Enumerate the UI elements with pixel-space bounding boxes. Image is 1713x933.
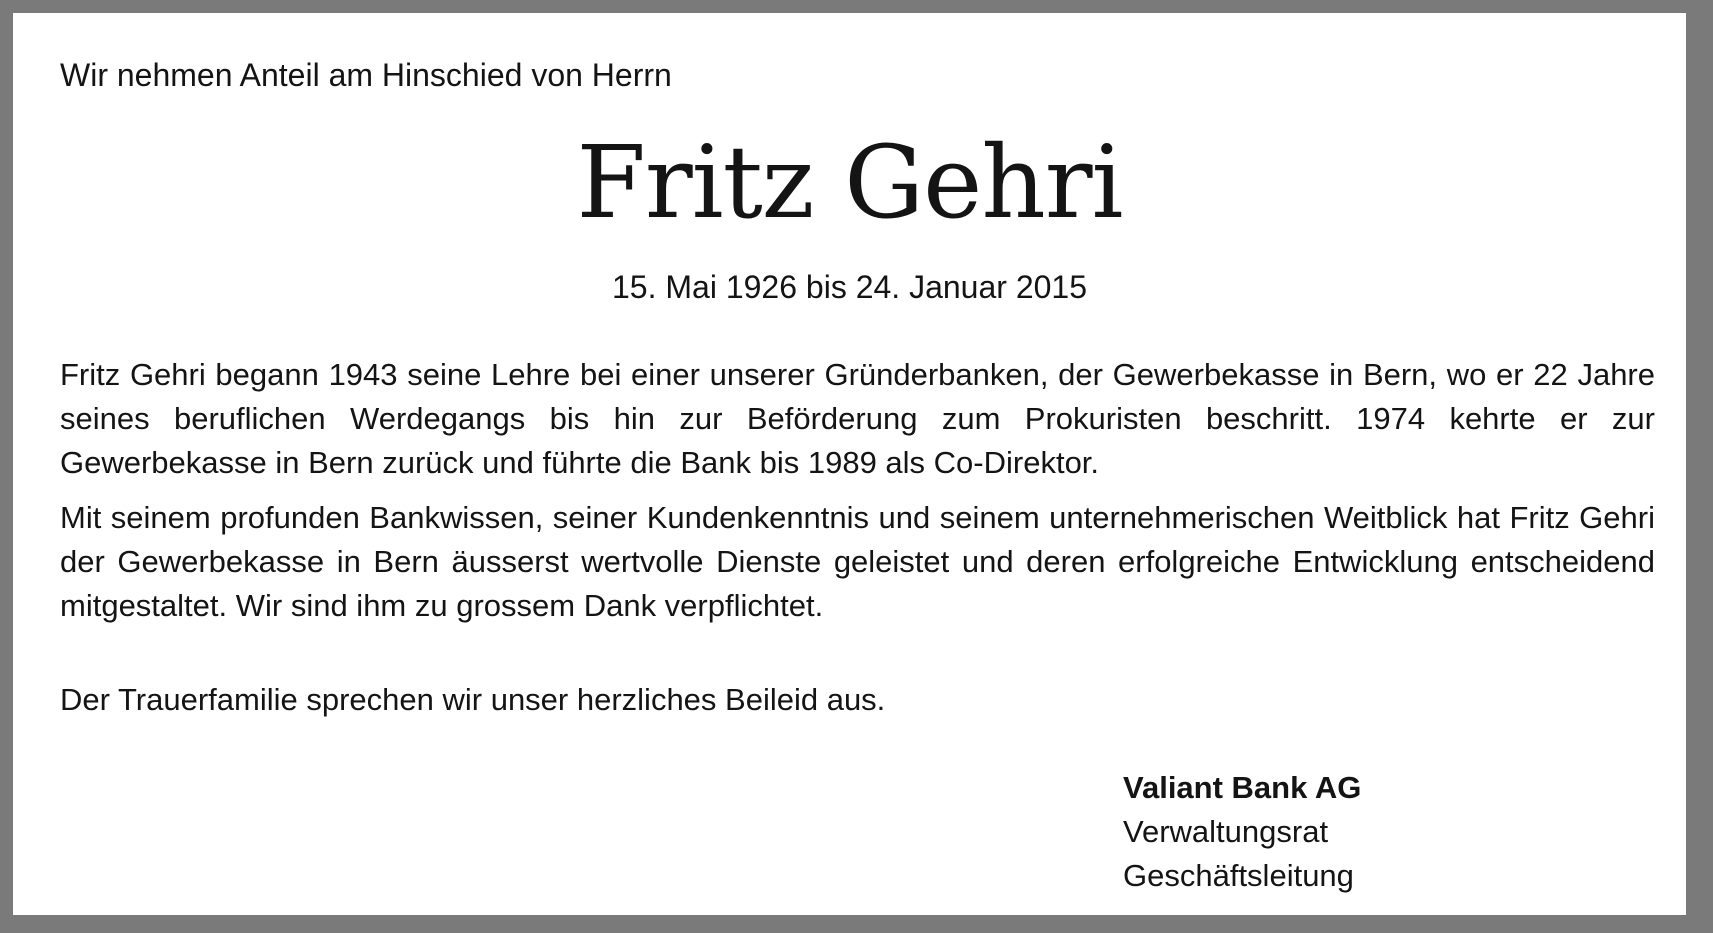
paragraph-career: Fritz Gehri begann 1943 seine Lehre bei einer unserer Gründerbanken, der Gewerbekasse in Bern, wo er 22 Jahre seines beruflichen Werdegangs bis hin zur Beförderung zum Prokuristen beschritt. 1974 kehrte er zur Gewerbekasse in Bern zurück und führte die Bank bis 1989 als Co-Direktor.	[60, 357, 1655, 480]
signature-organization: Valiant Bank AG	[1123, 770, 1362, 805]
condolence-text: Der Trauerfamilie sprechen wir unser herzliches Beileid aus.	[60, 682, 886, 717]
signature-management: Geschäftsleitung	[1123, 858, 1354, 893]
obituary-notice	[13, 13, 1686, 915]
signature-block	[1123, 766, 1361, 898]
signature-board: Verwaltungsrat	[1123, 814, 1329, 849]
intro-text: Wir nehmen Anteil am Hinschied von Herrn	[60, 57, 672, 93]
life-dates: 15. Mai 1926 bis 24. Januar 2015	[612, 269, 1087, 305]
paragraph-tribute: Mit seinem profunden Bankwissen, seiner Kundenkenntnis und seinem unternehmerischen Weitblick hat Fritz Gehri der Gewerbekasse in Bern äusserst wertvolle Dienste geleistet und deren erfolgreiche Entwicklung entscheidend mitgestaltet. Wir sind ihm zu grossem Dank verpflichtet.	[60, 500, 1655, 623]
deceased-name: Fritz Gehri	[576, 124, 1123, 241]
